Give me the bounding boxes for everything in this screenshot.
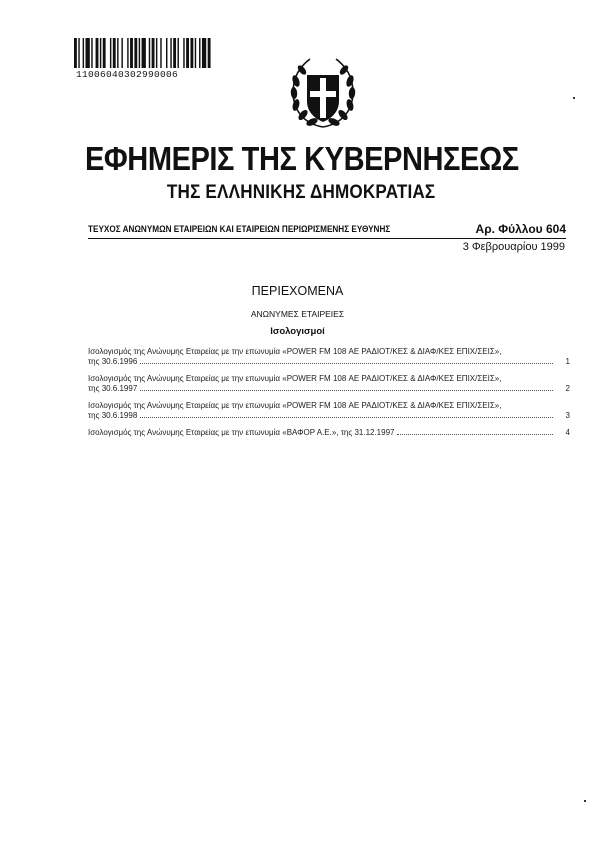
barcode-bar bbox=[117, 38, 118, 68]
scan-speck bbox=[573, 97, 575, 99]
dot-leader bbox=[140, 363, 553, 364]
table-of-contents bbox=[88, 347, 570, 445]
toc-page-number: 3 bbox=[565, 411, 570, 420]
barcode-bar bbox=[96, 38, 99, 68]
toc-entry-date: της 30.6.1996 bbox=[88, 357, 138, 366]
issue-type: ΤΕΥΧΟΣ ΑΝΩΝΥΜΩΝ ΕΤΑΙΡΕΙΩΝ ΚΑΙ ΕΤΑΙΡΕΙΩΝ ΠΕΡΙΩΡΙΣΜΕΝΗΣ ΕΥΘΥΝΗΣ bbox=[88, 224, 391, 235]
barcode-number: 11006040302990006 bbox=[76, 69, 179, 80]
toc-page-number: 2 bbox=[565, 384, 570, 393]
barcode-bar bbox=[127, 38, 128, 68]
barcode-bar bbox=[183, 38, 184, 68]
toc-entry-text: Ισολογισμός της Ανώνυμης Εταιρείας με την επωνυμία «ΒΑΦΟΡ Α.Ε.», της 31.12.1997 bbox=[88, 428, 395, 437]
barcode-bar bbox=[170, 38, 171, 68]
barcode-bar bbox=[202, 38, 206, 68]
barcode-bar bbox=[113, 38, 116, 68]
barcode-bar bbox=[139, 38, 140, 68]
dot-leader bbox=[397, 434, 553, 435]
barcode-bar bbox=[149, 38, 150, 68]
toc-entry-text: Ισολογισμός της Ανώνυμης Εταιρείας με την επωνυμία «POWER FM 108 ΑΕ ΡΑΔΙΟΤ/ΚΕΣ & ΔΙΑΦ/ΚΕΣ ΕΠΙΧ/ΣΕΙΣ», bbox=[88, 401, 502, 410]
barcode-bar bbox=[134, 38, 137, 68]
scan-speck bbox=[584, 800, 586, 802]
coat-of-arms-icon bbox=[286, 53, 360, 133]
barcode-bar bbox=[130, 38, 133, 68]
barcode-bar bbox=[142, 38, 146, 68]
barcode-bar bbox=[199, 38, 200, 68]
toc-entry-date: της 30.6.1997 bbox=[88, 384, 138, 393]
dot-leader bbox=[140, 417, 553, 418]
sheet-number: Αρ. Φύλλου 604 bbox=[475, 222, 566, 236]
barcode-bar bbox=[186, 38, 189, 68]
barcode bbox=[74, 38, 212, 68]
toc-entry bbox=[88, 428, 570, 438]
barcode-bar bbox=[178, 38, 179, 68]
barcode-bar bbox=[195, 38, 196, 68]
gazette-title: ΕΦΗΜΕΡΙΣ ΤΗΣ ΚΥΒΕΡΝΗΣΕΩΣ bbox=[84, 140, 519, 177]
barcode-bar bbox=[190, 38, 193, 68]
toc-entry-text: Ισολογισμός της Ανώνυμης Εταιρείας με την επωνυμία «POWER FM 108 ΑΕ ΡΑΔΙΟΤ/ΚΕΣ & ΔΙΑΦ/ΚΕΣ ΕΠΙΧ/ΣΕΙΣ», bbox=[88, 374, 502, 383]
toc-entry-text: Ισολογισμός της Ανώνυμης Εταιρείας με την επωνυμία «POWER FM 108 ΑΕ ΡΑΔΙΟΤ/ΚΕΣ & ΔΙΑΦ/ΚΕΣ ΕΠΙΧ/ΣΕΙΣ», bbox=[88, 347, 502, 356]
barcode-bar bbox=[208, 38, 211, 68]
barcode-bar bbox=[173, 38, 176, 68]
section-heading: ΑΝΩΝΥΜΕΣ ΕΤΑΙΡΕΙΕΣ bbox=[250, 309, 345, 319]
barcode-bar bbox=[121, 38, 122, 68]
barcode-bar bbox=[100, 38, 101, 68]
toc-page-number: 1 bbox=[565, 357, 570, 366]
barcode-bar bbox=[110, 38, 111, 68]
toc-entry-date: της 30.6.1998 bbox=[88, 411, 138, 420]
toc-entry bbox=[88, 401, 570, 421]
barcode-bar bbox=[160, 38, 161, 68]
barcode-bar bbox=[91, 38, 92, 68]
barcode-bar bbox=[166, 38, 167, 68]
barcode-bar bbox=[78, 38, 79, 68]
barcode-bar bbox=[156, 38, 157, 68]
contents-title: ΠΕΡΙΕΧΟΜΕΝΑ bbox=[251, 284, 344, 298]
barcode-bar bbox=[152, 38, 155, 68]
barcode-bar bbox=[86, 38, 90, 68]
dot-leader bbox=[140, 390, 553, 391]
barcode-bar bbox=[74, 38, 77, 68]
barcode-bar bbox=[103, 38, 106, 68]
issue-header bbox=[88, 224, 566, 239]
issue-date: 3 Φεβρουαρίου 1999 bbox=[462, 241, 565, 253]
toc-entry bbox=[88, 374, 570, 394]
toc-entry bbox=[88, 347, 570, 367]
gazette-subtitle: ΤΗΣ ΕΛΛΗΝΙΚΗΣ ΔΗΜΟΚΡΑΤΙΑΣ bbox=[166, 182, 436, 203]
barcode-bar bbox=[83, 38, 84, 68]
toc-page-number: 4 bbox=[565, 428, 570, 437]
subsection-heading: Ισολογισμοί bbox=[270, 326, 325, 337]
